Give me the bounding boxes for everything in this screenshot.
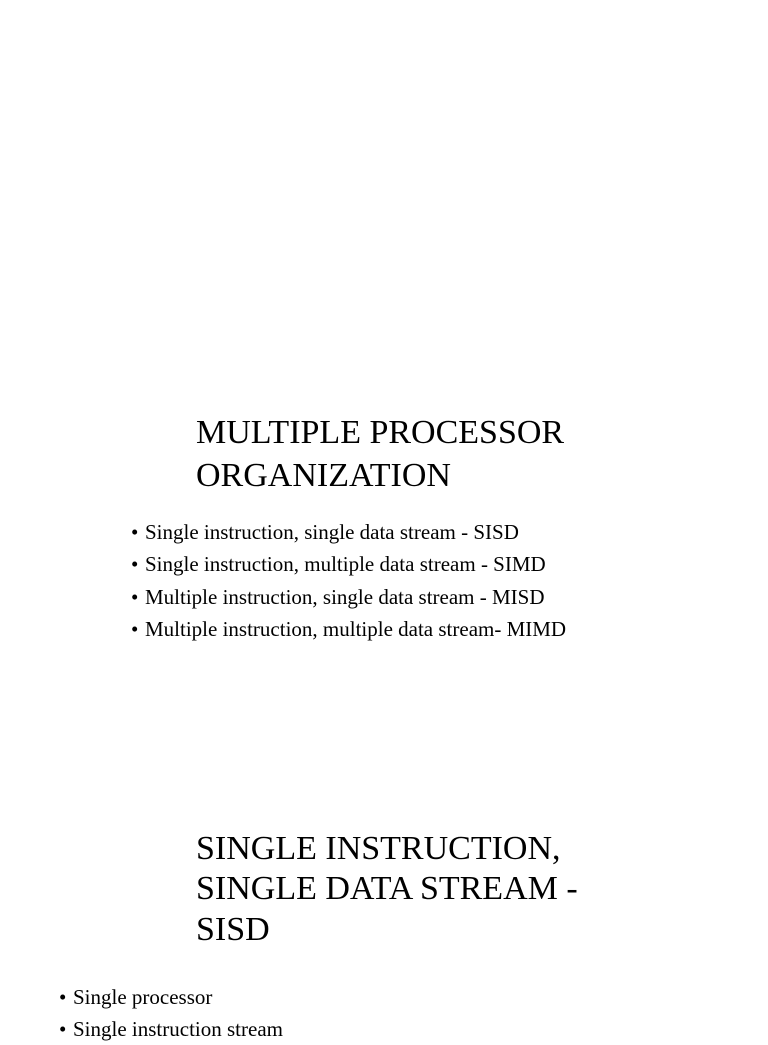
slide1-bullet-list — [131, 516, 566, 646]
slide1-title-line2: ORGANIZATION — [196, 457, 451, 494]
list-item-text: Single instruction, multiple data stream - SIMD — [145, 552, 546, 577]
list-item — [131, 581, 566, 613]
slide2-title-line0: SINGLE INSTRUCTION, — [196, 830, 561, 867]
slide2-title-line1: SINGLE DATA STREAM - — [196, 870, 578, 907]
slide2-title-line2: SISD — [196, 911, 270, 948]
bullet-icon: • — [131, 552, 139, 577]
list-item — [131, 516, 566, 548]
slide1-title-line1-clip — [196, 414, 656, 459]
list-item — [131, 613, 566, 645]
bullet-icon: • — [131, 617, 139, 642]
list-item-text: Multiple instruction, single data stream - MISD — [145, 584, 545, 609]
list-item — [59, 981, 283, 1013]
slide1-title-line1: MULTIPLE PROCESSOR — [196, 414, 565, 451]
list-item-text: Single instruction stream — [73, 1017, 283, 1041]
bullet-icon: • — [131, 520, 139, 544]
list-item — [59, 1013, 283, 1045]
slide2-title-line0-clip — [196, 830, 656, 870]
list-item-text: Multiple instruction, multiple data stream- MIMD — [145, 617, 567, 642]
slide2-bullet-list — [59, 981, 283, 1045]
list-item-text: Single instruction, single data stream - SISD — [145, 520, 519, 544]
bullet-icon: • — [59, 985, 67, 1009]
list-item — [131, 548, 566, 580]
list-item-text: Single processor — [73, 985, 213, 1009]
bullet-icon: • — [131, 584, 139, 609]
bullet-icon: • — [59, 1017, 67, 1041]
